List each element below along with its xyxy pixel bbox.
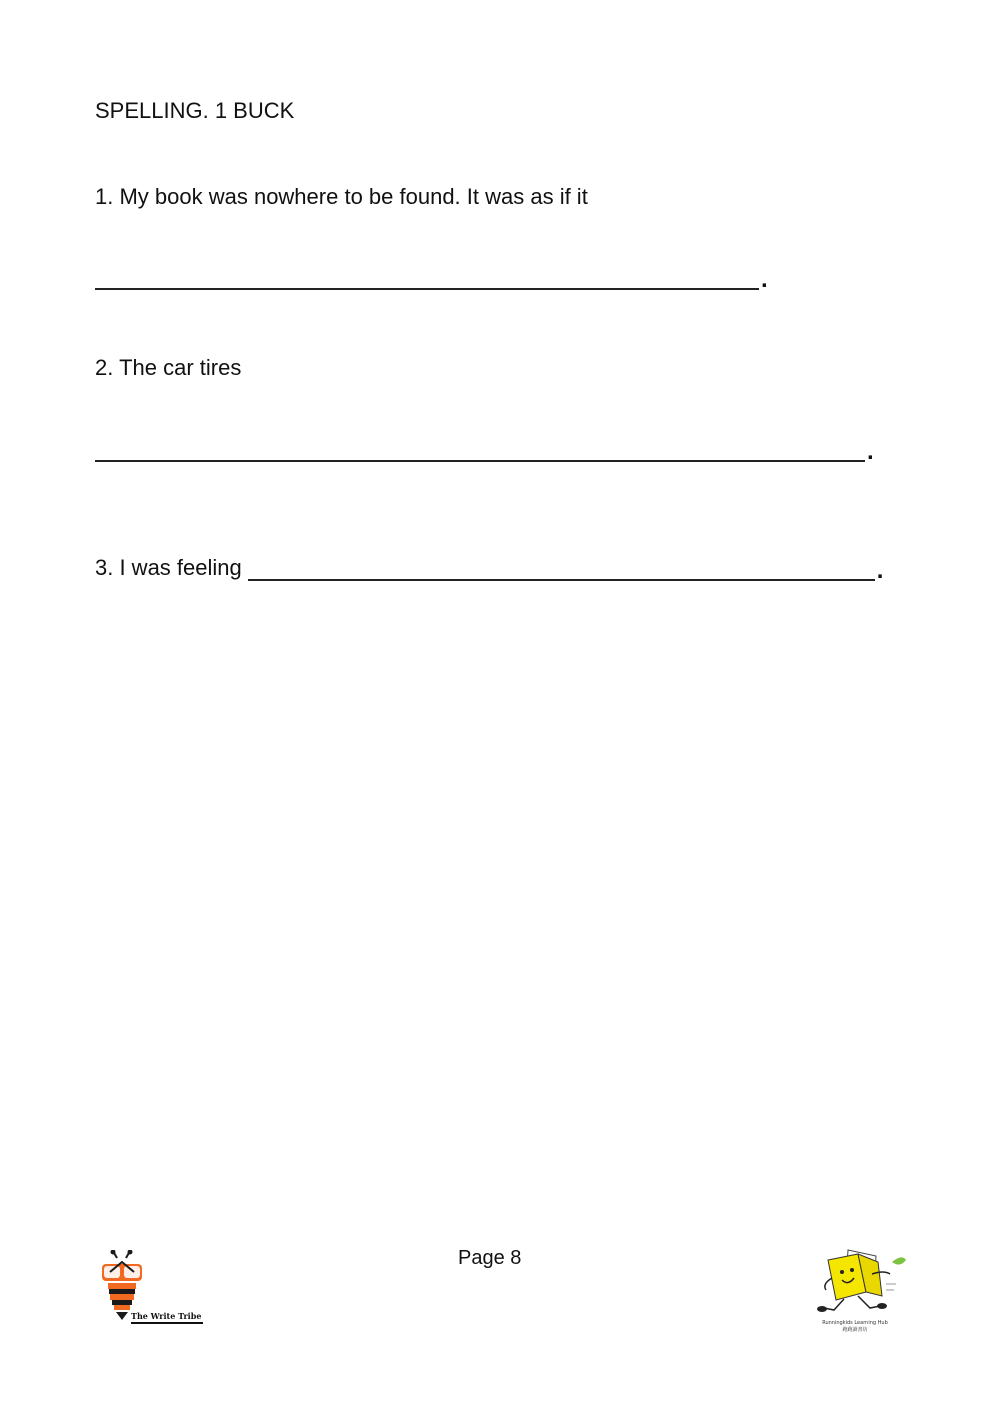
question-1-period: . [761, 266, 768, 293]
question-3-period: . [876, 557, 884, 584]
question-1-answer-row [95, 266, 768, 293]
question-1-prompt: 1. My book was nowhere to be found. It was as if it [95, 184, 588, 209]
page-number: Page 8 [458, 1247, 522, 1269]
question-2-answer-row [95, 438, 874, 465]
runningkids-logo-text-zh: 跑跑讀書坊 [842, 1327, 868, 1333]
runningkids-logo-text-en: Runningkids Learning Hub [822, 1320, 888, 1326]
question-2-prompt: 2. The car tires [95, 355, 242, 380]
runningkids-logo-text [812, 1320, 898, 1334]
question-2-period: . [867, 438, 874, 465]
question-3-prompt: 3. I was feeling [95, 555, 242, 580]
write-tribe-logo-text: The Write Tribe [131, 1311, 203, 1324]
question-2-answer-blank[interactable] [95, 438, 865, 462]
worksheet-title: SPELLING. 1 BUCK [95, 98, 295, 123]
runningkids-book-logo [810, 1244, 910, 1320]
question-1-answer-blank[interactable] [95, 266, 759, 290]
question-3-row [95, 555, 884, 584]
question-3-answer-blank[interactable] [248, 557, 875, 581]
